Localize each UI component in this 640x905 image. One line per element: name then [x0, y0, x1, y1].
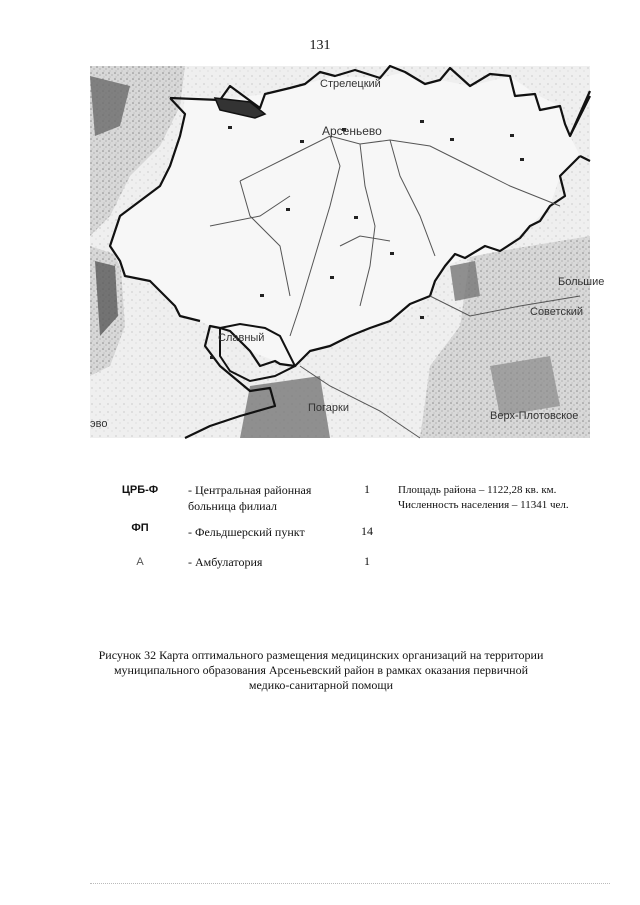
label-sovetskiy: Советский	[530, 306, 584, 318]
label-streletsky: Стрелецкий	[320, 78, 381, 90]
label-slavny: Славный	[218, 332, 265, 344]
legend-symbol-fp: ФП	[131, 522, 149, 534]
area-info	[398, 483, 598, 513]
population-text: Численность населения – 11341 чел.	[398, 499, 569, 511]
legend-count-fp: 14	[361, 524, 373, 538]
scan-artifact-line	[90, 883, 610, 886]
label-bolshie: Большие	[558, 276, 605, 288]
legend-desc-crb: - Центральная районная больница филиал	[188, 483, 312, 513]
legend-item-fp	[110, 522, 410, 556]
legend-symbol-ambulatory: А	[136, 556, 144, 568]
label-arsenyevo: Арсеньево	[322, 124, 382, 138]
area-text: Площадь района – 1122,28 кв. км.	[398, 484, 557, 496]
legend-item-ambulatory	[110, 552, 410, 586]
legend-item-crb	[110, 482, 410, 516]
legend-desc-ambulatory: - Амбулатория	[188, 555, 263, 569]
legend-desc-fp: - Фельдшерский пункт	[188, 525, 305, 539]
label-verkh: Верх-Плотовское	[490, 410, 579, 422]
district-map	[90, 66, 605, 438]
legend-count-ambulatory: 1	[364, 554, 370, 568]
legend-count-crb: 1	[364, 482, 370, 496]
legend-symbol-crb: ЦРБ-Ф	[121, 484, 159, 496]
label-edge: эво	[90, 418, 108, 430]
page-number: 131	[309, 38, 331, 53]
figure-caption: Рисунок 32 Карта оптимального размещения медицинских организаций на территории муниципального образования Арсеньевский район в рамках оказания первичной медико-санитарной помощи	[98, 648, 544, 692]
label-pogarki: Погарки	[308, 402, 349, 414]
map-canvas	[90, 66, 590, 438]
